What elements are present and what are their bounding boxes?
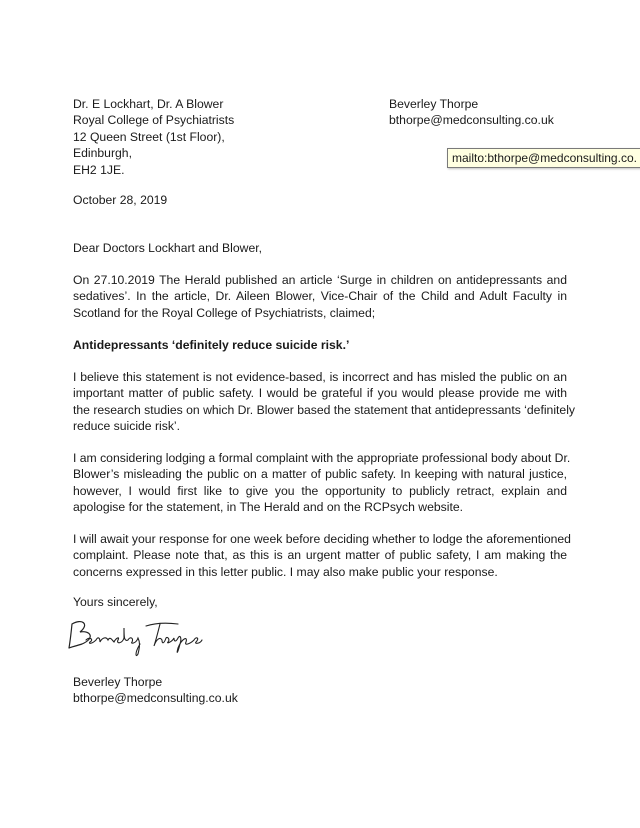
quoted-claim: Antidepressants ‘definitely reduce suicide risk.’ xyxy=(73,338,350,352)
paragraph-line: Blower’s misleading the public on a matter of public safety. In keeping with natural justice, xyxy=(73,467,567,482)
sender-block xyxy=(389,96,554,129)
paragraph-line: concerns expressed in this letter public. I may also make public your response. xyxy=(73,564,498,579)
paragraph-line: Scotland for the Royal College of Psychiatrists, claimed; xyxy=(73,305,376,320)
recipient-line: EH2 1JE. xyxy=(73,162,125,177)
paragraph-line: sedatives’. In the article, Dr. Aileen Blower, Vice-Chair of the Child and Adult Faculty in xyxy=(73,289,567,304)
recipient-line: Edinburgh, xyxy=(73,146,132,161)
recipient-line: Royal College of Psychiatrists xyxy=(73,113,235,128)
recipient-line: Dr. E Lockhart, Dr. A Blower xyxy=(73,97,224,111)
handwritten-signature xyxy=(66,614,206,658)
sender-name: Beverley Thorpe xyxy=(389,97,479,111)
paragraph-3 xyxy=(73,450,571,516)
signer-email-link[interactable]: bthorpe@medconsulting.co.uk xyxy=(73,691,238,706)
sender-email-link[interactable]: bthorpe@medconsulting.co.uk xyxy=(389,113,554,128)
paragraph-line: however, I would first like to give you the opportunity to publicly retract, explain and xyxy=(73,483,567,498)
closing: Yours sincerely, xyxy=(73,595,158,609)
signer-name: Beverley Thorpe xyxy=(73,675,163,689)
paragraph-line: On 27.10.2019 The Herald published an article ‘Surge in children on antidepressants and xyxy=(73,273,567,287)
paragraph-1 xyxy=(73,272,567,321)
paragraph-line: reduce suicide risk’. xyxy=(73,419,181,434)
recipient-address xyxy=(73,96,234,178)
link-tooltip: mailto:bthorpe@medconsulting.co. xyxy=(447,148,640,168)
paragraph-line: I believe this statement is not evidence-based, is incorrect and has misled the public on an xyxy=(73,370,567,384)
salutation: Dear Doctors Lockhart and Blower, xyxy=(73,241,262,255)
paragraph-line: apologise for the statement, in The Herald and on the RCPsych website. xyxy=(73,500,463,515)
recipient-line: 12 Queen Street (1st Floor), xyxy=(73,129,225,144)
letter-date: October 28, 2019 xyxy=(73,193,168,207)
paragraph-line: I am considering lodging a formal complaint with the appropriate professional body about Dr. xyxy=(73,451,571,465)
paragraph-line: important matter of public safety. I would be grateful if you would please provide me with xyxy=(73,386,567,401)
paragraph-line: complaint. Please note that, as this is an urgent matter of public safety, I am making the xyxy=(73,548,567,563)
paragraph-line: I will await your response for one week before deciding whether to lodge the aforementioned xyxy=(73,532,571,546)
paragraph-4 xyxy=(73,531,571,580)
signer-block xyxy=(73,674,238,707)
paragraph-2 xyxy=(73,369,575,435)
paragraph-line: the research studies on which Dr. Blower based the statement that antidepressants ‘definitely xyxy=(73,402,575,417)
